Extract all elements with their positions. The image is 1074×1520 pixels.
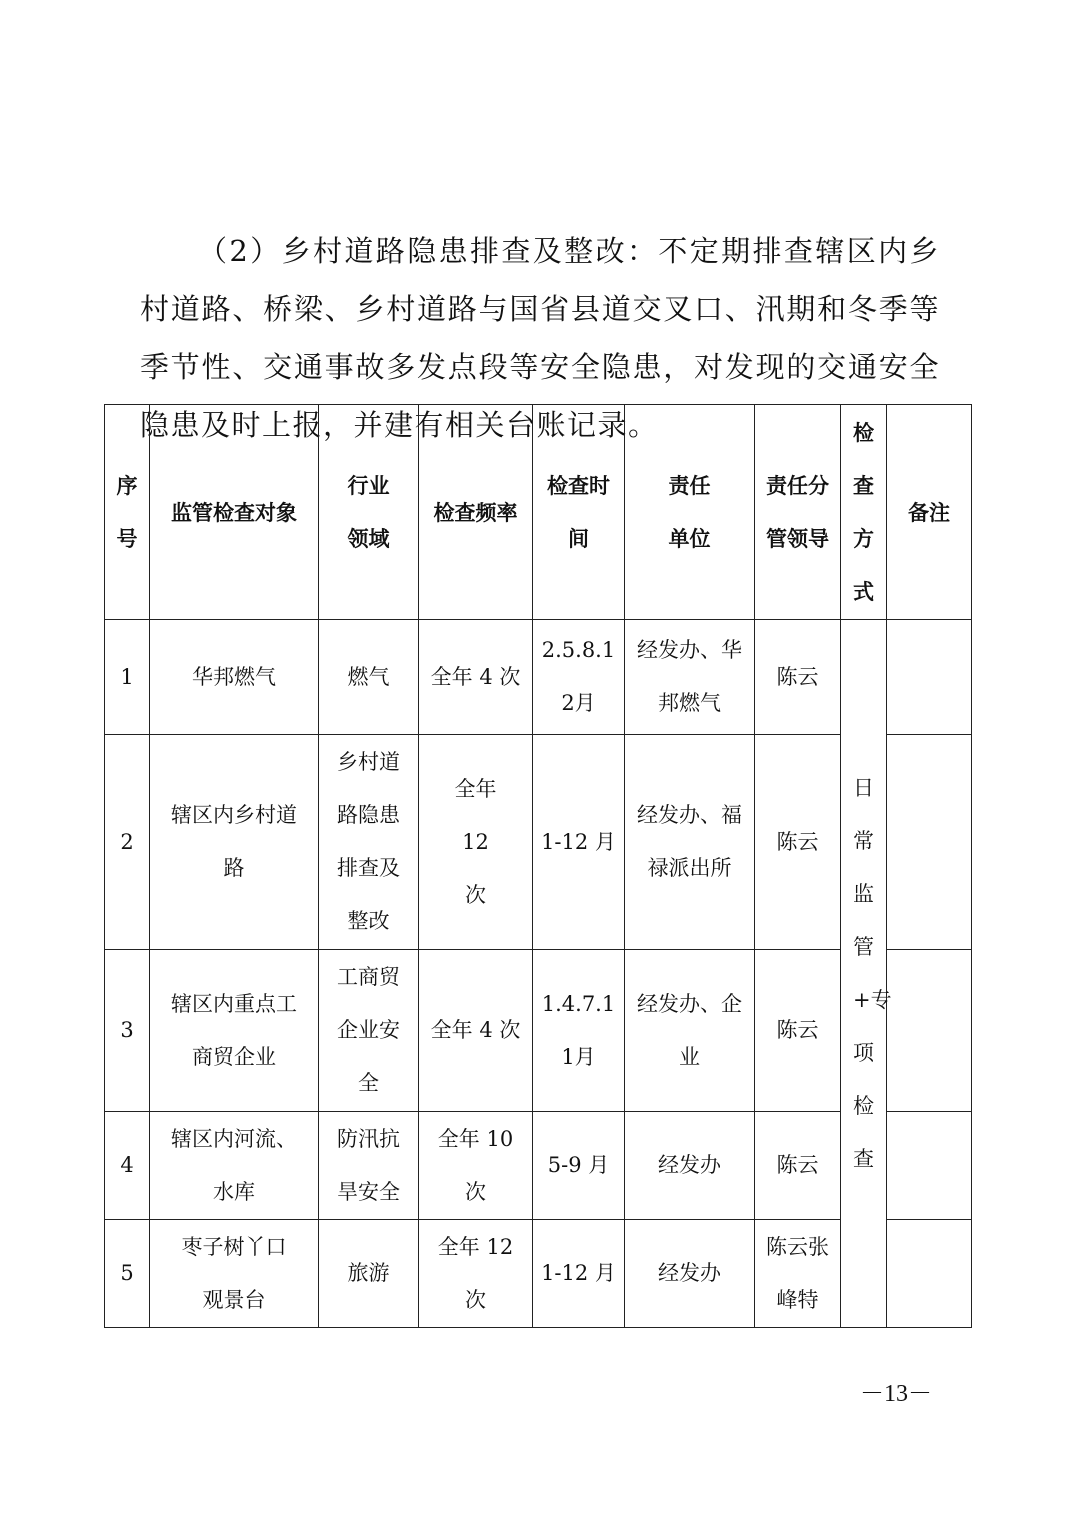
- row-unit: 经发办: [625, 1112, 755, 1220]
- row-leader: 陈云: [755, 735, 841, 950]
- row-leader: 陈云: [755, 620, 841, 735]
- row-remark: [887, 1112, 972, 1220]
- header-frequency: 检查频率: [419, 405, 533, 620]
- row-frequency: 全年 4 次: [419, 950, 533, 1112]
- row-industry: 工商贸企业安全: [319, 950, 419, 1112]
- row-remark: [887, 735, 972, 950]
- header-index: 序号: [105, 405, 150, 620]
- row-target: 华邦燃气: [150, 620, 319, 735]
- row-index: 3: [105, 950, 150, 1112]
- row-leader: 陈云张峰特: [755, 1220, 841, 1328]
- row-unit: 经发办、福禄派出所: [625, 735, 755, 950]
- row-time: 2.5.8.12月: [533, 620, 625, 735]
- row-frequency: 全年 12 次: [419, 1220, 533, 1328]
- row-frequency: 全年 10 次: [419, 1112, 533, 1220]
- row-target: 辖区内河流、水库: [150, 1112, 319, 1220]
- inspection-table: [104, 404, 972, 1328]
- row-frequency: 全年12 次: [419, 735, 533, 950]
- row-leader: 陈云: [755, 1112, 841, 1220]
- row-target: 辖区内重点工商贸企业: [150, 950, 319, 1112]
- row-remark: [887, 950, 972, 1112]
- row-time: 5-9 月: [533, 1112, 625, 1220]
- row-unit: 经发办: [625, 1220, 755, 1328]
- row-unit: 经发办、华邦燃气: [625, 620, 755, 735]
- row-industry: 旅游: [319, 1220, 419, 1328]
- row-industry: 防汛抗旱安全: [319, 1112, 419, 1220]
- header-industry: 行业领域: [319, 405, 419, 620]
- body-paragraph: （2）乡村道路隐患排查及整改：不定期排查辖区内乡村道路、桥梁、乡村道路与国省县道交叉口、汛期和冬季等季节性、交通事故多发点段等安全隐患，对发现的交通安全隐患及时上报，并建有相关台账记录。: [140, 234, 940, 442]
- row-index: 5: [105, 1220, 150, 1328]
- method-cell: 日常监管+专项检查: [841, 620, 887, 1328]
- header-unit: 责任单位: [625, 405, 755, 620]
- row-time: 1-12 月: [533, 1220, 625, 1328]
- row-remark: [887, 1220, 972, 1328]
- row-industry: 燃气: [319, 620, 419, 735]
- row-index: 2: [105, 735, 150, 950]
- row-target: 辖区内乡村道路: [150, 735, 319, 950]
- header-remark: 备注: [887, 405, 972, 620]
- table-row: [105, 620, 972, 735]
- row-index: 4: [105, 1112, 150, 1220]
- row-leader: 陈云: [755, 950, 841, 1112]
- row-remark: [887, 620, 972, 735]
- row-unit: 经发办、企业: [625, 950, 755, 1112]
- table-header-row: [105, 405, 972, 620]
- page-number: －13－: [860, 1381, 932, 1407]
- row-time: 1.4.7.11月: [533, 950, 625, 1112]
- header-time: 检查时间: [533, 405, 625, 620]
- header-target: 监管检查对象: [150, 405, 319, 620]
- row-frequency: 全年 4 次: [419, 620, 533, 735]
- header-leader: 责任分管领导: [755, 405, 841, 620]
- header-method: 检查方式: [841, 405, 887, 620]
- row-index: 1: [105, 620, 150, 735]
- row-time: 1-12 月: [533, 735, 625, 950]
- row-industry: 乡村道路隐患排查及整改: [319, 735, 419, 950]
- row-target: 枣子树丫口观景台: [150, 1220, 319, 1328]
